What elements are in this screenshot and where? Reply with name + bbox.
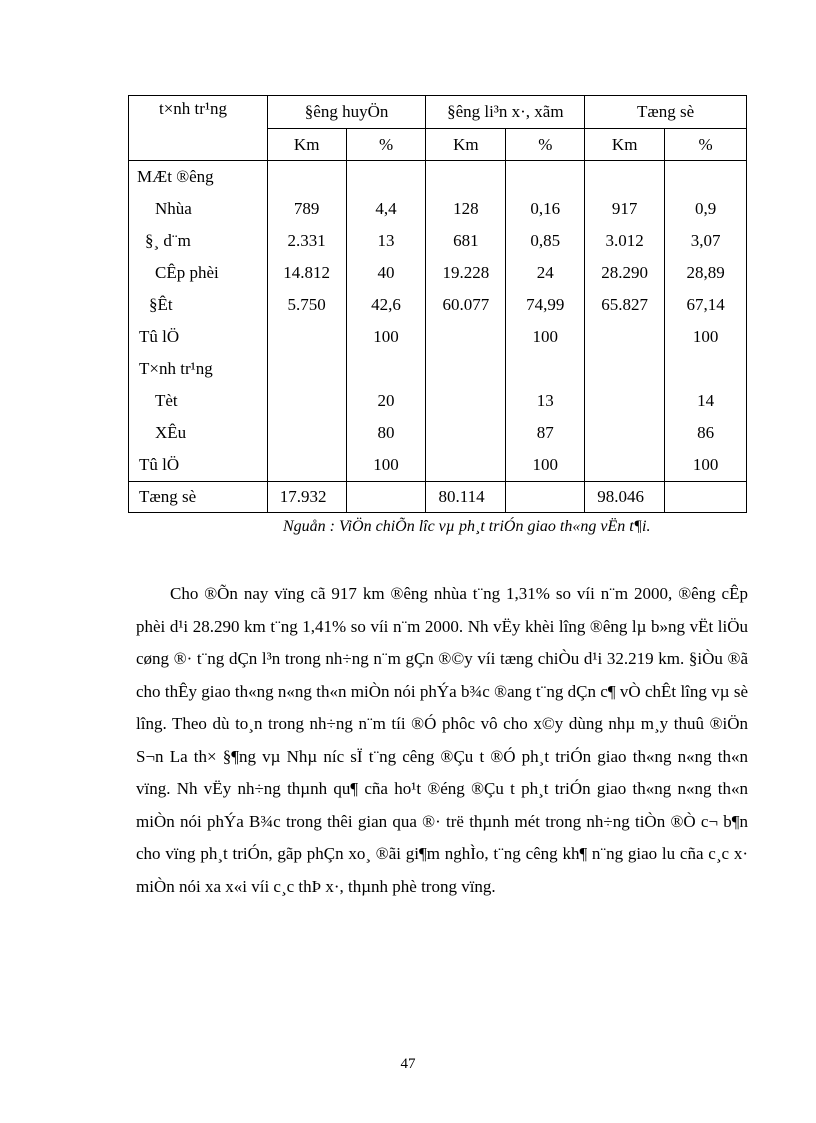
table-cell: 24 xyxy=(506,257,585,289)
table-row xyxy=(129,289,747,321)
table-cell: 80 xyxy=(346,417,426,449)
row-label: CÊp phèi xyxy=(129,257,268,289)
table-cell xyxy=(585,417,665,449)
subheader-cell: Km xyxy=(267,129,346,161)
subheader-cell: Km xyxy=(585,129,665,161)
row-label: T×nh tr¹ng xyxy=(129,353,268,385)
row-label: §Êt xyxy=(129,289,268,321)
row-label: Tû lÖ xyxy=(129,449,268,482)
table-row xyxy=(129,353,747,385)
table-cell xyxy=(426,417,506,449)
table-cell: 100 xyxy=(346,321,426,353)
body-text xyxy=(136,578,748,903)
table-cell: 42,6 xyxy=(346,289,426,321)
table-cell xyxy=(426,321,506,353)
total-cell xyxy=(506,482,585,513)
table-row xyxy=(129,193,747,225)
table-row xyxy=(129,257,747,289)
total-cell: 17.932 xyxy=(267,482,346,513)
total-cell xyxy=(665,482,747,513)
table-cell: 13 xyxy=(346,225,426,257)
table-cell xyxy=(426,161,506,194)
table-cell: 20 xyxy=(346,385,426,417)
table-cell: 28,89 xyxy=(665,257,747,289)
table-cell: 4,4 xyxy=(346,193,426,225)
table-cell xyxy=(346,353,426,385)
total-label: Tæng sè xyxy=(129,482,268,513)
table-cell xyxy=(665,353,747,385)
table-cell: 0,85 xyxy=(506,225,585,257)
table-cell: 100 xyxy=(665,449,747,482)
table-row xyxy=(129,161,747,194)
table-cell: 100 xyxy=(346,449,426,482)
page-number: 47 xyxy=(400,1056,416,1072)
table-cell xyxy=(426,385,506,417)
table-cell: 19.228 xyxy=(426,257,506,289)
table-cell: 681 xyxy=(426,225,506,257)
table-cell xyxy=(585,449,665,482)
table-row xyxy=(129,449,747,482)
table-cell: 3.012 xyxy=(585,225,665,257)
table-cell xyxy=(506,161,585,194)
table-cell: 0,16 xyxy=(506,193,585,225)
table-cell: 60.077 xyxy=(426,289,506,321)
table-cell xyxy=(585,353,665,385)
table-total-row xyxy=(129,482,747,513)
table-cell xyxy=(585,321,665,353)
total-cell xyxy=(346,482,426,513)
table-row xyxy=(129,385,747,417)
table-cell: 13 xyxy=(506,385,585,417)
total-cell: 80.114 xyxy=(426,482,506,513)
header-district-road: §êng huyÖn xyxy=(267,96,426,129)
header-commune-road: §êng li³n x·, xãm xyxy=(426,96,585,129)
header-status: t×nh tr¹ng xyxy=(129,96,268,161)
road-status-table xyxy=(128,95,747,513)
table-cell xyxy=(267,417,346,449)
subheader-cell: % xyxy=(346,129,426,161)
table-cell: 74,99 xyxy=(506,289,585,321)
table-cell: 5.750 xyxy=(267,289,346,321)
table-cell: 2.331 xyxy=(267,225,346,257)
table-cell xyxy=(267,321,346,353)
table-cell: 86 xyxy=(665,417,747,449)
subheader-cell: % xyxy=(506,129,585,161)
table-cell: 14 xyxy=(665,385,747,417)
table-cell: 100 xyxy=(506,449,585,482)
table-cell: 100 xyxy=(665,321,747,353)
table-header-row xyxy=(129,96,747,129)
table-cell xyxy=(585,161,665,194)
table-cell xyxy=(267,385,346,417)
table-cell: 14.812 xyxy=(267,257,346,289)
row-label: Tû lÖ xyxy=(129,321,268,353)
table-cell: 789 xyxy=(267,193,346,225)
table-cell: 3,07 xyxy=(665,225,747,257)
table-cell xyxy=(426,353,506,385)
table-cell xyxy=(267,161,346,194)
table-source-note: Nguån : ViÖn chiÕn lîc vµ ph¸t triÓn giao th«ng vËn t¶i. xyxy=(283,518,651,535)
table-row xyxy=(129,417,747,449)
table-row xyxy=(129,225,747,257)
table-cell xyxy=(267,449,346,482)
table-cell: 87 xyxy=(506,417,585,449)
subheader-cell: % xyxy=(665,129,747,161)
table-cell: 917 xyxy=(585,193,665,225)
table-cell: 65.827 xyxy=(585,289,665,321)
table-cell xyxy=(267,353,346,385)
table-cell: 40 xyxy=(346,257,426,289)
table-cell: 128 xyxy=(426,193,506,225)
subheader-cell: Km xyxy=(426,129,506,161)
row-label: XÊu xyxy=(129,417,268,449)
row-label: Nhùa xyxy=(129,193,268,225)
table-cell xyxy=(426,449,506,482)
row-label: §¸ d¨m xyxy=(129,225,268,257)
header-total: Tæng sè xyxy=(585,96,747,129)
table-cell xyxy=(665,161,747,194)
table-cell: 100 xyxy=(506,321,585,353)
total-cell: 98.046 xyxy=(585,482,665,513)
table-cell: 0,9 xyxy=(665,193,747,225)
table-cell: 67,14 xyxy=(665,289,747,321)
row-label: Tèt xyxy=(129,385,268,417)
row-label: MÆt ®êng xyxy=(129,161,268,194)
paragraph: Cho ®Õn nay vïng cã 917 km ®êng nhùa t¨ng 1,31% so víi n¨m 2000, ®êng cÊp phèi d¹i 28.290 km t¨ng 1,41% so víi n¨m 2000. Nh vËy khèi lîng ®êng lµ b»ng vËt liÖu cøng ®· t¨ng dÇn l³n trong nh÷ng n¨m gÇn ®©y víi tæng chiÒu d¹i 32.219 km. §iÒu ®ã cho thÊy giao th«ng n«ng th«n miÒn nói phÝa b¾c ®ang t¨ng dÇn c¶ vÒ chÊt lîng vµ sè lîng. Theo dù to¸n trong nh÷ng n¨m tíi ®Ó phôc vô cho x©y dùng nhµ m¸y thuû ®iÖn S¬n La th× §¶ng vµ Nhµ níc sÏ t¨ng cêng ®Çu t ®Ó ph¸t triÓn giao th«ng n«ng th«n vïng. Nh vËy nh÷ng thµnh qu¶ cña ho¹t ®éng ®Çu t ph¸t triÓn giao th«ng n«ng th«n miÒn nói phÝa B¾c trong thêi gian qua ®· trë thµnh mét trong nh÷ng tiÒn ®Ò c¬ b¶n cho vïng ph¸t triÓn, gãp phÇn xo¸ ®ãi gi¶m nghÌo, t¨ng cêng kh¶ n¨ng giao lu cña c¸c x· miÒn nói xa x«i víi c¸c thÞ x·, thµnh phè trong vïng. xyxy=(136,584,748,896)
table-cell xyxy=(346,161,426,194)
table-cell: 28.290 xyxy=(585,257,665,289)
table-cell xyxy=(506,353,585,385)
table-row xyxy=(129,321,747,353)
table-cell xyxy=(585,385,665,417)
